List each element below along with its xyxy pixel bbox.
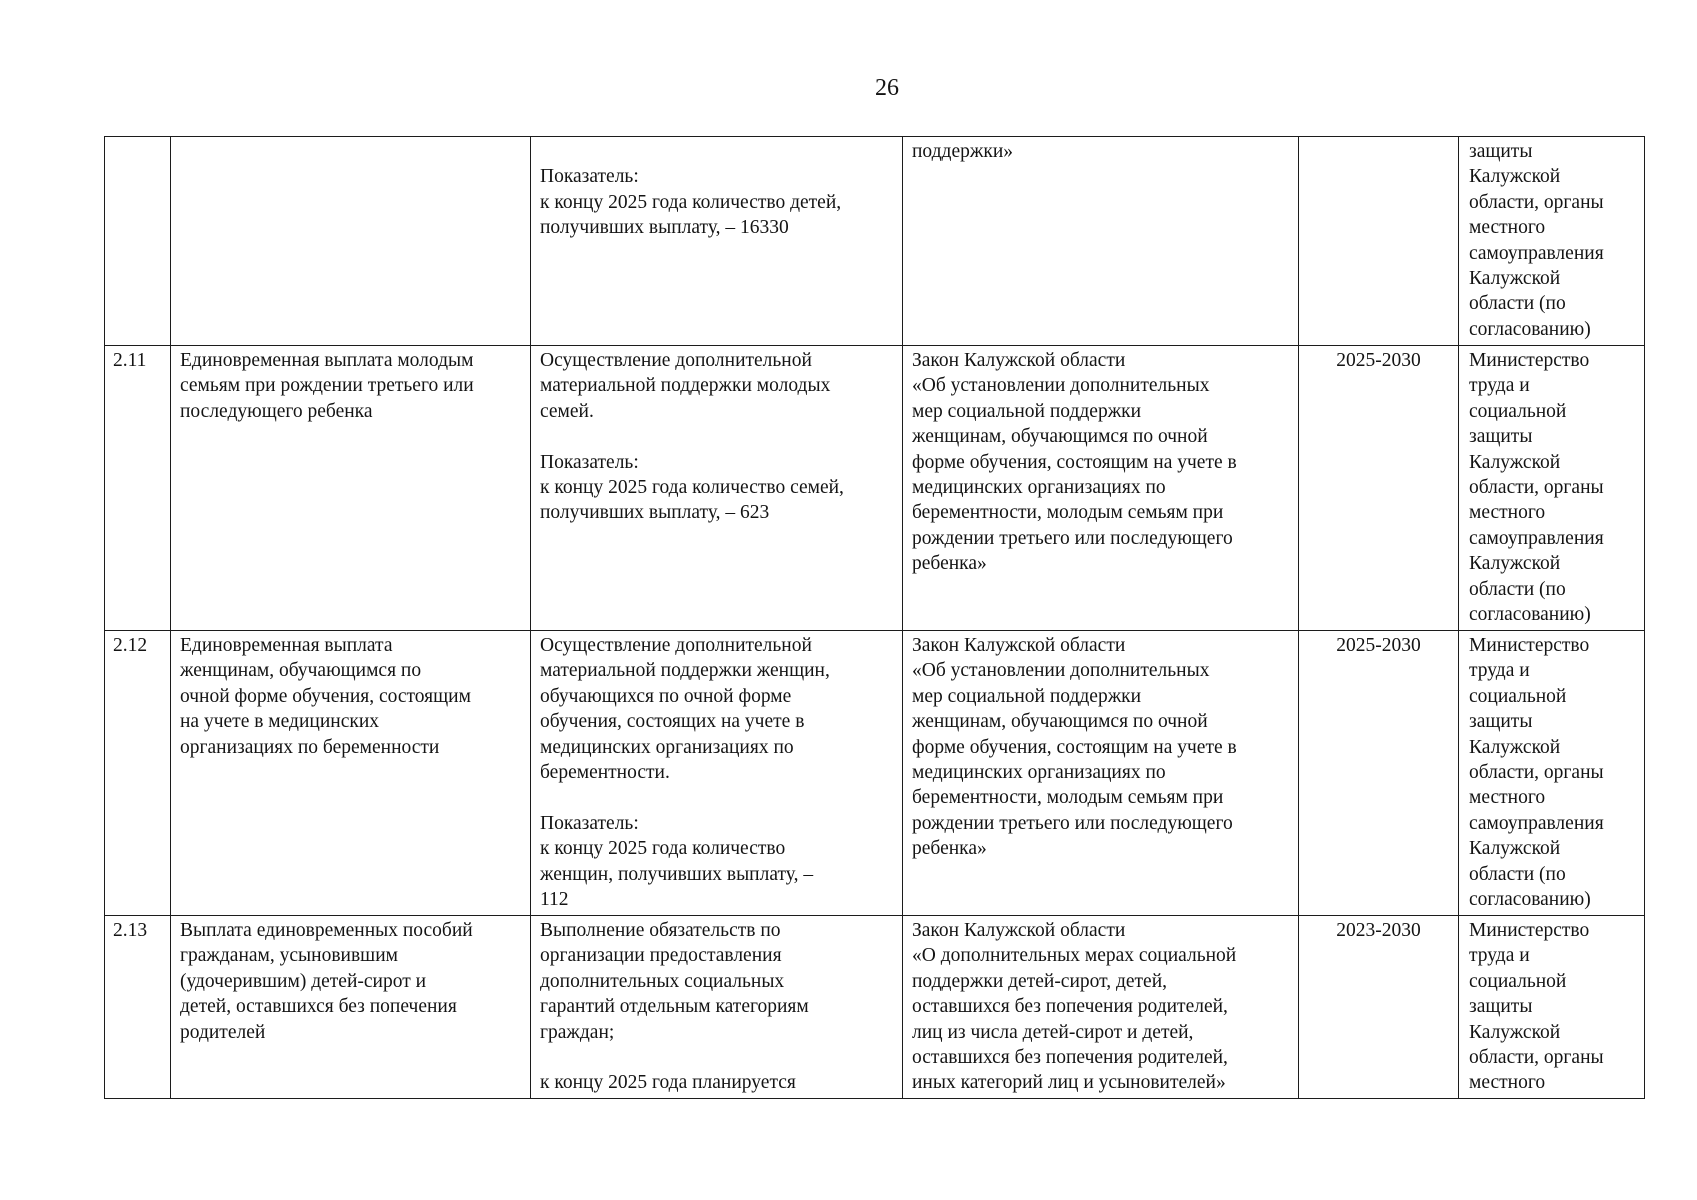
measure-name-cell: Единовременная выплата женщинам, обучающимся по очной форме обучения, состоящим на учете в медицинских организациях по беременности xyxy=(171,631,531,916)
measure-description-cell: Осуществление дополнительной материальной поддержки женщин, обучающихся по очной форме обучения, состоящих на учете в медицинских организациях по берементности. Показатель: к концу 2025 года количество женщин, получивших выплату, – 112 xyxy=(531,631,903,916)
row-number-cell: 2.13 xyxy=(105,916,171,1099)
legal-basis-cell: поддержки» xyxy=(903,137,1299,346)
period-cell: 2023-2030 xyxy=(1299,916,1459,1099)
measure-name-cell: Единовременная выплата молодым семьям при рождении третьего или последующего ребенка xyxy=(171,346,531,631)
table-row xyxy=(105,916,1645,1099)
responsible-cell: Министерство труда и социальной защиты Калужской области, органы местного самоуправления Калужской области (по согласованию) xyxy=(1459,631,1645,916)
measure-name-cell xyxy=(171,137,531,346)
table-row xyxy=(105,346,1645,631)
responsible-cell: защиты Калужской области, органы местного самоуправления Калужской области (по согласованию) xyxy=(1459,137,1645,346)
table-row xyxy=(105,631,1645,916)
responsible-cell: Министерство труда и социальной защиты Калужской области, органы местного xyxy=(1459,916,1645,1099)
measure-description-cell: Осуществление дополнительной материальной поддержки молодых семей. Показатель: к концу 2025 года количество семей, получивших выплату, – 623 xyxy=(531,346,903,631)
responsible-cell: Министерство труда и социальной защиты Калужской области, органы местного самоуправления Калужской области (по согласованию) xyxy=(1459,346,1645,631)
measure-description-cell: Выполнение обязательств по организации предоставления дополнительных социальных гарантий отдельным категориям граждан; к концу 2025 года планируется xyxy=(531,916,903,1099)
measure-name-cell: Выплата единовременных пособий гражданам, усыновившим (удочерившим) детей-сирот и детей, оставшихся без попечения родителей xyxy=(171,916,531,1099)
table-row xyxy=(105,137,1645,346)
legal-basis-cell: Закон Калужской области «Об установлении дополнительных мер социальной поддержки женщинам, обучающимся по очной форме обучения, состоящим на учете в медицинских организациях по берементности, молодым семьям при рождении третьего или последующего ребенка» xyxy=(903,346,1299,631)
legal-basis-cell: Закон Калужской области «О дополнительных мерах социальной поддержки детей-сирот, детей, оставшихся без попечения родителей, лиц из числа детей-сирот и детей, оставшихся без попечения родителей, иных категорий лиц и усыновителей» xyxy=(903,916,1299,1099)
period-cell xyxy=(1299,137,1459,346)
measures-table xyxy=(104,136,1645,1099)
page-number: 26 xyxy=(875,75,899,101)
period-cell: 2025-2030 xyxy=(1299,346,1459,631)
row-number-cell: 2.11 xyxy=(105,346,171,631)
period-cell: 2025-2030 xyxy=(1299,631,1459,916)
legal-basis-cell: Закон Калужской области «Об установлении дополнительных мер социальной поддержки женщинам, обучающимся по очной форме обучения, состоящим на учете в медицинских организациях по берементности, молодым семьям при рождении третьего или последующего ребенка» xyxy=(903,631,1299,916)
row-number-cell: 2.12 xyxy=(105,631,171,916)
row-number-cell xyxy=(105,137,171,346)
measure-description-cell: Показатель: к концу 2025 года количество детей, получивших выплату, – 16330 xyxy=(531,137,903,346)
